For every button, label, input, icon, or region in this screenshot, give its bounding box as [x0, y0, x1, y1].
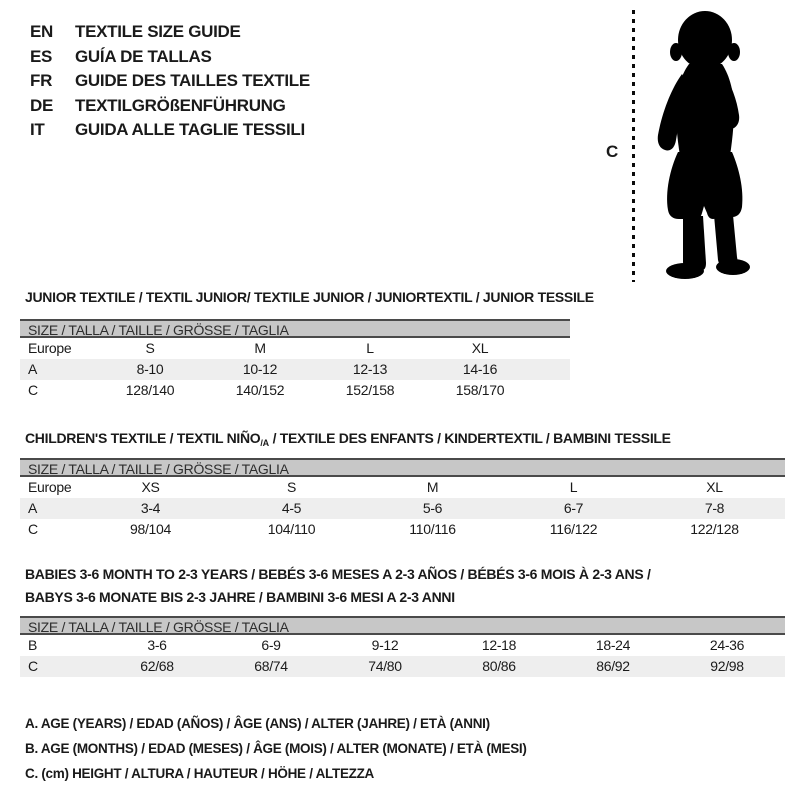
children-table-title: [25, 430, 671, 448]
value-cell: 104/110: [267, 521, 316, 537]
value-cell: 122/128: [690, 521, 739, 537]
table-row: [20, 635, 785, 656]
language-list: [30, 20, 310, 143]
babies-title-line1: BABIES 3-6 MONTH TO 2-3 YEARS / BEBÉS 3-6 MESES A 2-3 AÑOS / BÉBÉS 3-6 MOIS À 2-3 ANS /: [25, 566, 651, 582]
size-cell: XL: [471, 340, 489, 356]
value-cell: 6-9: [261, 637, 281, 653]
babies-size-table: [20, 616, 785, 677]
value-cell: 18-24: [595, 637, 631, 653]
children-title-suffix: / TEXTILE DES ENFANTS / KINDERTEXTIL / BAMBINI TESSILE: [268, 430, 671, 446]
value-cell: 14-16: [462, 361, 498, 377]
footnote-a: A. AGE (YEARS) / EDAD (AÑOS) / ÂGE (ANS) / ALTER (JAHRE) / ETÀ (ANNI): [25, 716, 490, 731]
table-row: [20, 477, 785, 498]
row-label: Europe: [28, 479, 72, 495]
value-cell: 140/152: [235, 382, 285, 398]
value-cell: 68/74: [254, 658, 288, 674]
size-cell: XL: [706, 479, 723, 495]
language-title: GUÍA DE TALLAS: [75, 46, 212, 66]
row-label: C: [28, 382, 38, 398]
value-cell: 74/80: [368, 658, 402, 674]
value-cell: 6-7: [563, 500, 584, 516]
language-row-en: [30, 20, 310, 45]
row-label: B: [28, 637, 38, 653]
toddler-silhouette-shape: [658, 11, 750, 279]
value-cell: 62/68: [140, 658, 174, 674]
footnote-b: B. AGE (MONTHS) / EDAD (MESES) / ÂGE (MOIS) / ALTER (MONATE) / ETÀ (MESI): [25, 741, 527, 756]
language-code: FR: [30, 71, 53, 91]
language-code: EN: [30, 22, 54, 41]
value-cell: 8-10: [136, 361, 164, 377]
value-cell: 3-6: [147, 637, 167, 653]
language-title: GUIDE DES TAILLES TEXTILE: [75, 71, 310, 91]
children-size-header-bar: SIZE / TALLA / TAILLE / GRÖSSE / TAGLIA: [20, 458, 785, 477]
size-cell: S: [145, 340, 155, 356]
value-cell: 4-5: [281, 500, 302, 516]
row-label: C: [28, 521, 38, 537]
language-row-es: [30, 45, 310, 70]
value-cell: 5-6: [422, 500, 443, 516]
size-cell: L: [569, 479, 578, 495]
junior-size-table: [20, 319, 570, 401]
table-row: [20, 338, 570, 359]
row-label: Europe: [28, 340, 72, 356]
language-code: IT: [30, 120, 45, 140]
value-cell: 128/140: [125, 382, 175, 398]
height-measure-dashed-line: [632, 10, 635, 282]
value-cell: 12-13: [352, 361, 388, 377]
size-cell: M: [426, 479, 439, 495]
footnote-c: C. (cm) HEIGHT / ALTURA / HAUTEUR / HÖHE / ALTEZZA: [25, 766, 374, 781]
table-row: [20, 359, 570, 380]
size-cell: XS: [141, 479, 160, 495]
row-label: A: [28, 361, 38, 377]
row-label: A: [28, 500, 38, 516]
babies-table-title: [25, 563, 651, 609]
babies-size-header-bar: SIZE / TALLA / TAILLE / GRÖSSE / TAGLIA: [20, 616, 785, 635]
value-cell: 92/98: [710, 658, 744, 674]
value-cell: 80/86: [482, 658, 516, 674]
table-row: [20, 498, 785, 519]
children-title-prefix: CHILDREN'S TEXTILE / TEXTIL NIÑO: [25, 430, 261, 446]
language-row-it: [30, 118, 310, 143]
size-cell: M: [254, 340, 266, 356]
children-size-table: [20, 458, 785, 540]
value-cell: 110/116: [409, 521, 456, 537]
value-cell: 86/92: [596, 658, 630, 674]
row-label: C: [28, 658, 38, 674]
value-cell: 24-36: [709, 637, 745, 653]
language-row-de: [30, 94, 310, 119]
language-row-fr: [30, 69, 310, 94]
height-measure-label: C: [606, 142, 618, 161]
language-title: TEXTILGRÖßENFÜHRUNG: [75, 95, 286, 115]
value-cell: 12-18: [481, 637, 517, 653]
value-cell: 9-12: [371, 637, 399, 653]
value-cell: 3-4: [140, 500, 161, 516]
toddler-silhouette-icon: [645, 10, 757, 280]
value-cell: 158/170: [455, 382, 505, 398]
table-row: [20, 380, 570, 401]
size-cell: S: [286, 479, 297, 495]
value-cell: 98/104: [129, 521, 172, 537]
language-title: TEXTILE SIZE GUIDE: [75, 22, 241, 41]
value-cell: 116/122: [549, 521, 598, 537]
value-cell: 152/158: [345, 382, 395, 398]
table-row: [20, 656, 785, 677]
language-code: DE: [30, 95, 54, 115]
children-title-subscript: /A: [260, 438, 269, 448]
size-cell: L: [366, 340, 374, 356]
junior-table-title: JUNIOR TEXTILE / TEXTIL JUNIOR/ TEXTILE JUNIOR / JUNIORTEXTIL / JUNIOR TESSILE: [25, 289, 594, 305]
footnotes: [25, 711, 527, 786]
value-cell: 7-8: [704, 500, 725, 516]
table-row: [20, 519, 785, 540]
language-code: ES: [30, 46, 53, 66]
junior-size-header-bar: SIZE / TALLA / TAILLE / GRÖSSE / TAGLIA: [20, 319, 570, 338]
value-cell: 10-12: [242, 361, 278, 377]
babies-title-line2: BABYS 3-6 MONATE BIS 2-3 JAHRE / BAMBINI 3-6 MESI A 2-3 ANNI: [25, 589, 455, 605]
language-title: GUIDA ALLE TAGLIE TESSILI: [75, 120, 305, 140]
